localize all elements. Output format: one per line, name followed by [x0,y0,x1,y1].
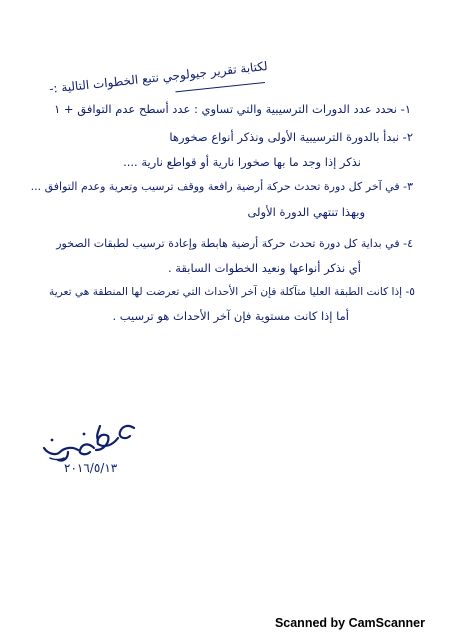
step-1-line-1: ١- نحدد عدد الدورات الترسيبية والتي تساوي : عدد أسطح عدم التوافق + ١ [54,102,411,116]
signature-date: ٢٠١٦/٥/١٣ [64,461,118,475]
step-3-line-1: ٣- في آخر كل دورة تحدث حركة أرضية رافعة ووقف ترسيب وتعرية وعدم التوافق ... [30,180,413,193]
step-2-line-1: ٢- نبدأ بالدورة الترسيبية الأولى ونذكر أنواع صخورها [169,130,413,144]
step-2-line-2: نذكر إذا وجد ما بها صخورا نارية أو قواطع نارية .... [123,155,361,169]
document-heading: لكتابة تقرير جيولوجي نتبع الخطوات التالية :- [48,59,268,96]
scanner-watermark: Scanned by CamScanner [274,616,425,630]
step-3-line-2: وبهذا تنتهي الدورة الأولى [247,205,365,219]
step-4-line-2: أي نذكر أنواعها ونعيد الخطوات السابقة . [167,261,361,275]
handwritten-signature [38,418,138,466]
step-5-line-2: أما إذا كانت مستوية فإن آخر الأحداث هو ترسيب . [112,309,349,323]
heading-underline [175,82,265,92]
step-4-line-1: ٤- في بداية كل دورة تحدث حركة أرضية هابطة وإعادة ترسيب لطبقات الصخور [56,237,413,250]
step-5-line-1: ٥- إذا كانت الطبقة العليا متآكلة فإن آخر الأحداث التي تعرضت لها المنطقة هي تعرية [49,286,415,298]
